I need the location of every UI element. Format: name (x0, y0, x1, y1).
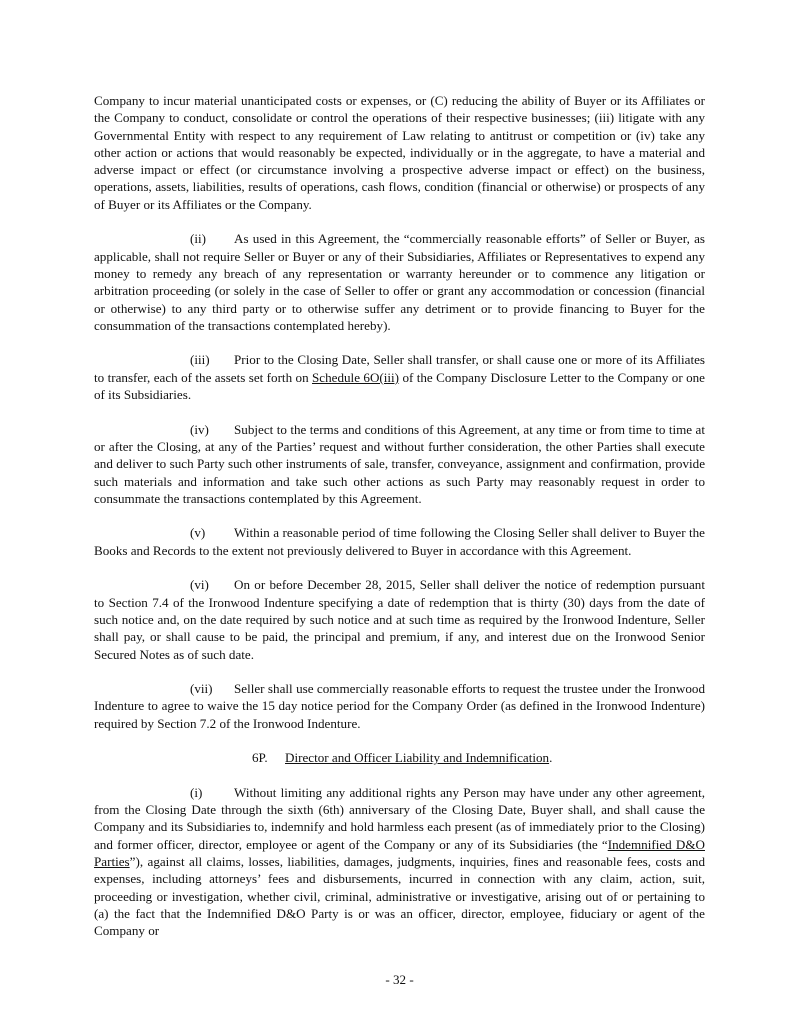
section-number: 6P. (252, 750, 268, 766)
paragraph-number: (vii) (190, 681, 213, 697)
paragraph-text: Without limiting any additional rights any Person may have under any other agreement, from the Closing Date through the sixth (6th) anniversary of the Closing Date, Buyer shall, and shall cause the Company and its Subsidiaries to, indemnify and hold harmless each present (as of immediately prior to the Closing) and former officer, director, employee or agent of the Company or any of its Subsidiaries (the “ (94, 784, 705, 852)
paragraph-text: of the Company Disclosure Letter to the Company or one of its Subsidiaries. (94, 369, 705, 403)
defined-term: Indemnified D&O Parties (94, 836, 705, 870)
paragraph-text: Seller shall use commercially reasonable efforts to request the trustee under the Ironwood Indenture to agree to waive the 15 day notice period for the Company Order (as defined in the Ironwood Indenture) required by Section 7.2 of the Ironwood Indenture. (94, 681, 705, 731)
paragraph-ii (94, 230, 705, 334)
paragraph-number: (iii) (190, 352, 210, 368)
paragraph-text: On or before December 28, 2015, Seller shall deliver the notice of redemption pursuant to Section 7.4 of the Ironwood Indenture specifying a date of redemption that is thirty (30) days from the date of such notice and, on the date required by such notice and at such time as required by the Ironwood Indenture, Seller shall pay, or shall cause to be paid, the principal and premium, if any, and interest due on the Ironwood Senior Secured Notes as of such date. (94, 577, 705, 662)
paragraph-text: Within a reasonable period of time following the Closing Seller shall deliver to Buyer the Books and Records to the extent not previously delivered to Buyer in accordance with this Agreement. (94, 525, 705, 558)
paragraph-vii (94, 680, 705, 732)
paragraph-6p-i (94, 784, 705, 940)
paragraph-number: (i) (190, 784, 203, 800)
paragraph-iv (94, 421, 705, 507)
schedule-reference: Schedule 6O(iii) (312, 369, 400, 385)
paragraph-vi (94, 576, 705, 662)
page-number: - 32 - (385, 972, 414, 987)
paragraph-text: Company to incur material unanticipated costs or expenses, or (C) reducing the ability of Buyer or its Affiliates or the Company to conduct, consolidate or control the operations of their respective businesses; (iii) litigate with any Governmental Entity with respect to any requirement of Law relating to antitrust or competition or (iv) take any other action or actions that would reasonably be expected, individually or in the aggregate, to have a material and adverse impact or effect (or circumstance involving a prospective adverse impact or effect) on the business, operations, assets, liabilities, results of operations, cash flows, condition (financial or otherwise) or prospects of any of Buyer or its Affiliates or the Company. (94, 93, 705, 212)
paragraph-number: (ii) (190, 231, 206, 247)
paragraph-number: (iv) (190, 421, 209, 437)
paragraph-number: (vi) (190, 577, 209, 593)
paragraph-continuation (94, 92, 705, 213)
paragraph-text: ”), against all claims, losses, liabilities, damages, judgments, inquiries, fines and reasonable fees, costs and expenses, including attorneys’ fees and disbursements, incurred in connection with any claim, action, suit, proceeding or investigation, whether civil, criminal, administrative or investigative, arising out of or pertaining to (a) the fact that the Indemnified D&O Party is or was an officer, director, employee, fiduciary or agent of the Company or (94, 854, 705, 939)
paragraph-text: Subject to the terms and conditions of this Agreement, at any time or from time to time at or after the Closing, at any of the Parties’ request and without further consideration, the other Parties shall execute and deliver to such Party such other instruments of sale, transfer, conveyance, assignment and confirmation, provide such materials and information and take such other actions as such Party may reasonably request in order to consummate the transactions contemplated by this Agreement. (94, 421, 705, 506)
paragraph-iii (94, 351, 705, 403)
section-title-period: . (549, 750, 553, 766)
document-page (94, 92, 705, 957)
paragraph-v (94, 524, 705, 559)
section-title: Director and Officer Liability and Indemnification (285, 750, 550, 766)
paragraph-text: Prior to the Closing Date, Seller shall transfer, or shall cause one or more of its Affiliates to transfer, each of the assets set forth on (94, 352, 705, 385)
section-heading (94, 749, 705, 766)
paragraph-number: (v) (190, 525, 206, 541)
paragraph-text: As used in this Agreement, the “commercially reasonable efforts” of Seller or Buyer, as applicable, shall not require Seller or Buyer or any of their Subsidiaries, Affiliates or Representatives to expend any money to remedy any breach of any representation or warranty hereunder or to commence any litigation or arbitration proceeding (or solely in the case of Seller to offer or grant any accommodation or concession (financial or otherwise) to any third party or to otherwise suffer any detriment or to provide financing to Buyer for the consummation of the transactions contemplated hereby). (94, 231, 705, 333)
